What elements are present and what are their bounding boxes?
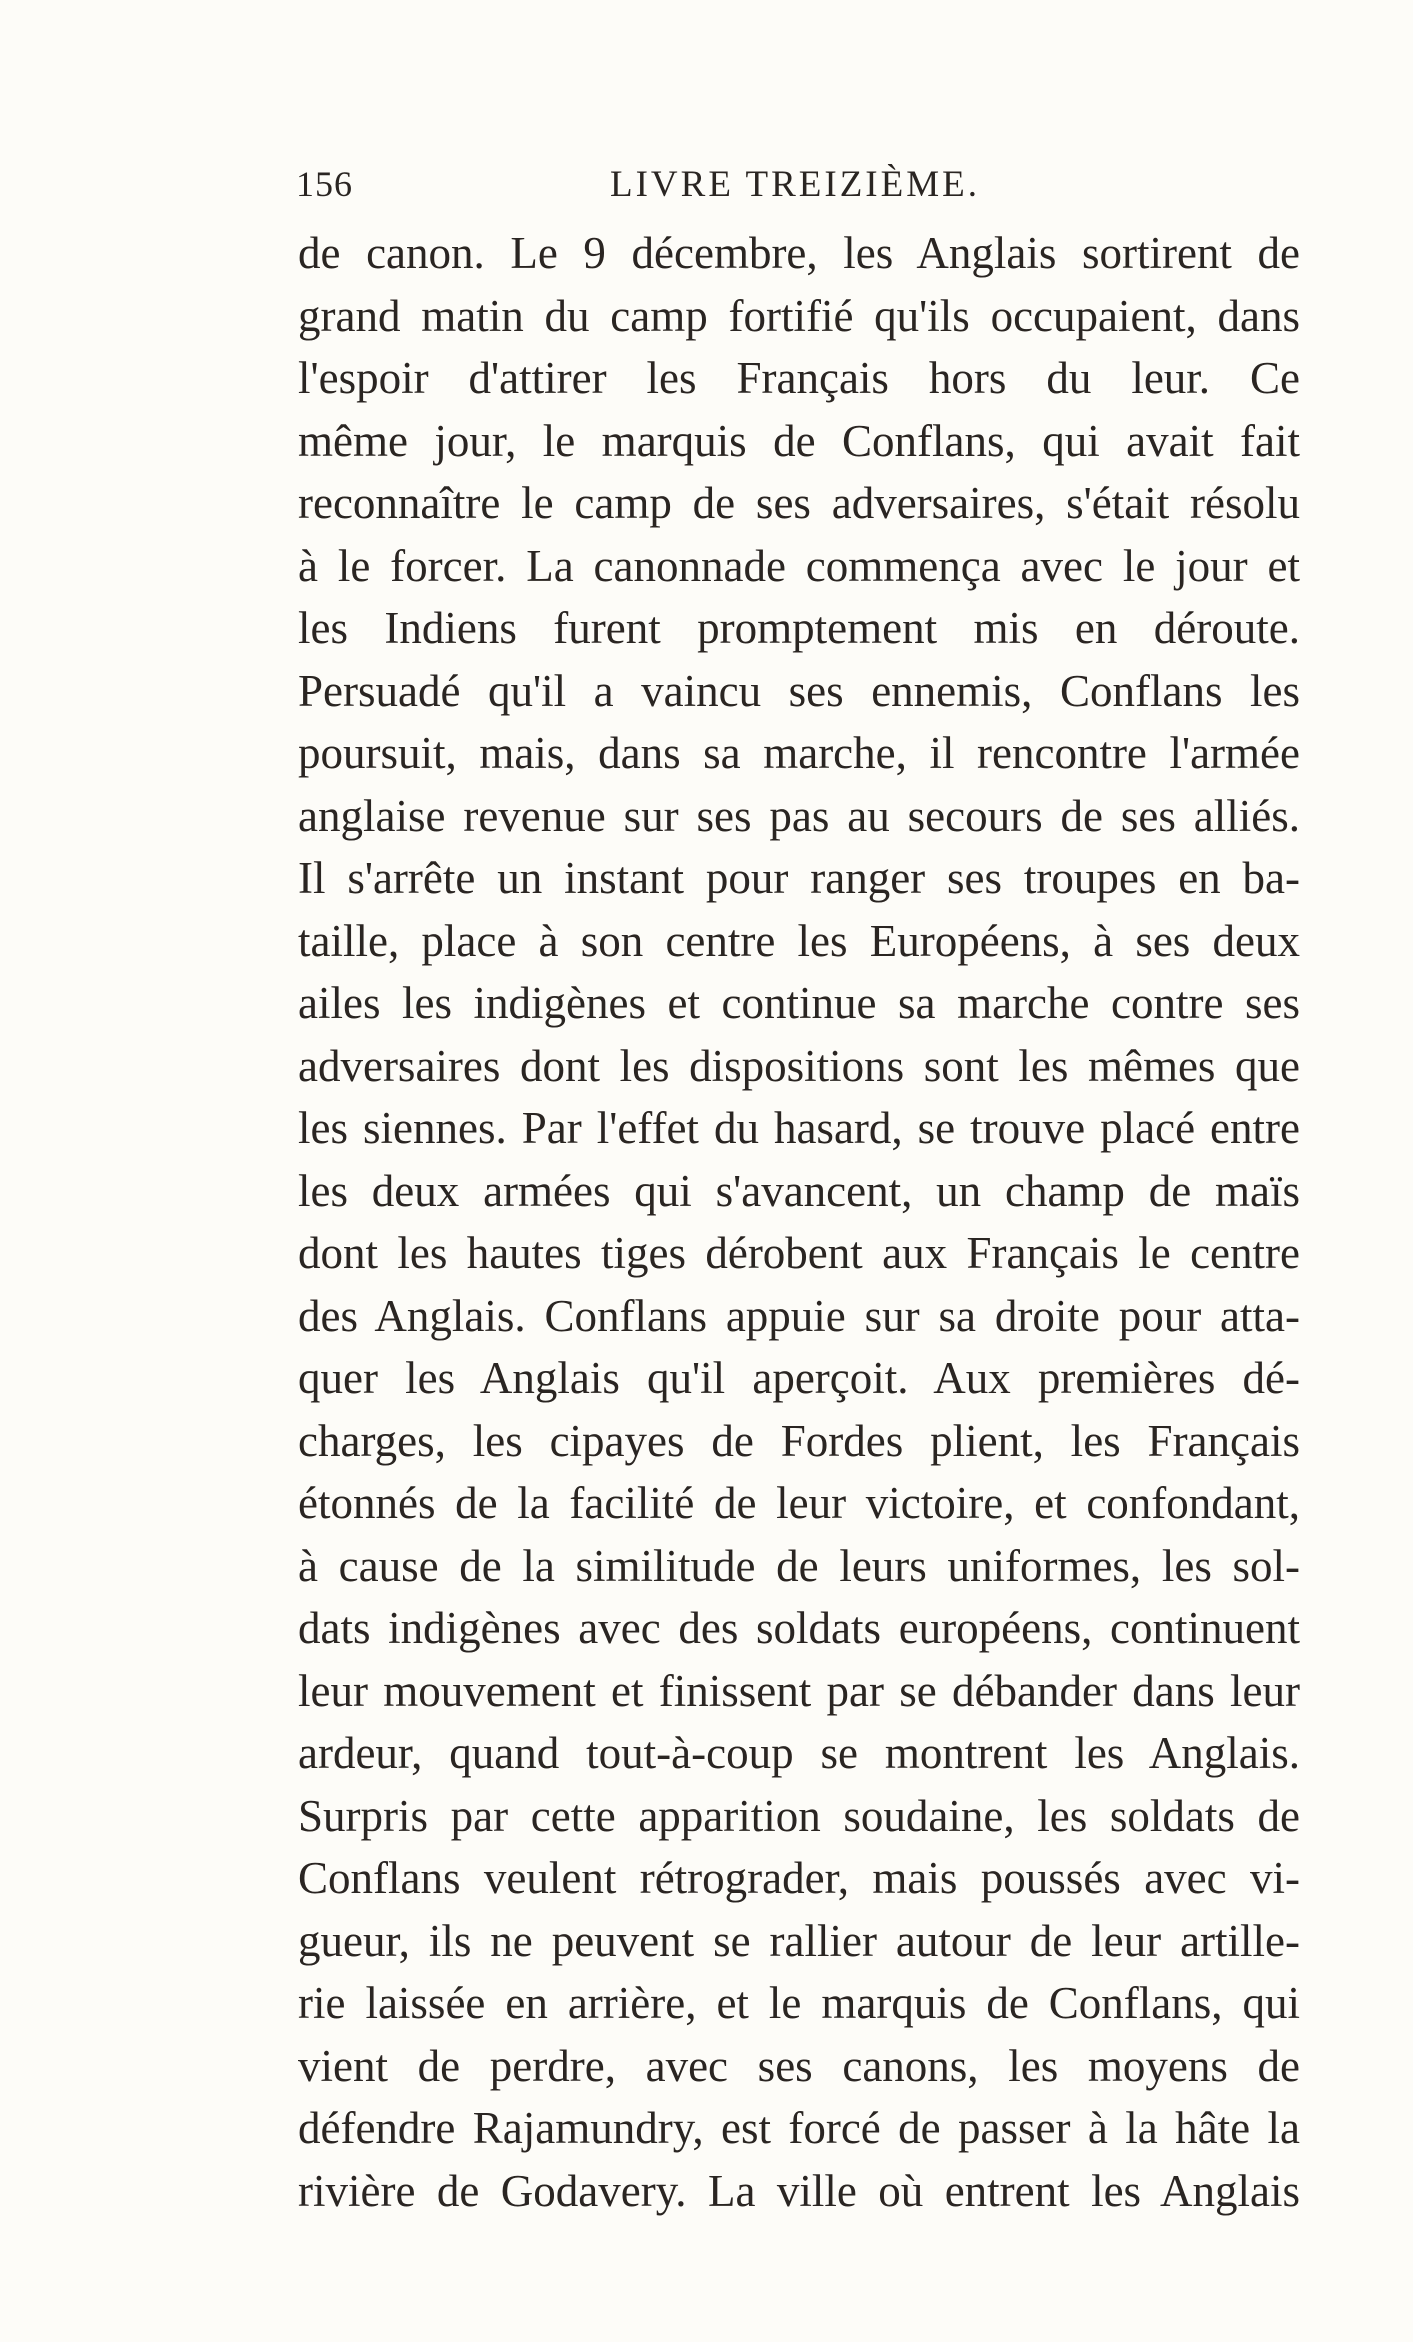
text-line: rie laissée en arrière, et le marquis de Conflans, qui — [298, 1978, 1300, 2028]
text-line: étonnés de la facilité de leur victoire, et confondant, — [298, 1478, 1300, 1528]
text-line: défendre Rajamundry, est forcé de passer à la hâte la — [298, 2103, 1300, 2153]
text-line: à le forcer. La canonnade commença avec le jour et — [298, 540, 1300, 591]
text-line: dont les hautes tiges dérobent aux Français le centre — [298, 1228, 1300, 1278]
text-line: adversaires dont les dispositions sont les mêmes que — [298, 1040, 1300, 1091]
text-line: les Indiens furent promptement mis en déroute. — [298, 603, 1300, 653]
text-line: anglaise revenue sur ses pas au secours de ses alliés. — [298, 790, 1300, 841]
text-line: vient de perdre, avec ses canons, les moyens de — [298, 2040, 1300, 2091]
text-line: Il s'arrête un instant pour ranger ses troupes en ba- — [298, 853, 1300, 903]
text-line: des Anglais. Conflans appuie sur sa droite pour atta- — [298, 1290, 1300, 1341]
body-text — [298, 222, 1300, 2222]
text-line: charges, les cipayes de Fordes plient, les Français — [298, 1415, 1300, 1466]
text-line: gueur, ils ne peuvent se rallier autour de leur artille- — [298, 1915, 1300, 1966]
text-line: Conflans veulent rétrograder, mais poussés avec vi- — [298, 1853, 1300, 1903]
text-line: rivière de Godavery. La ville où entrent les Anglais — [298, 2165, 1300, 2216]
text-line: poursuit, mais, dans sa marche, il rencontre l'armée — [298, 728, 1300, 778]
text-line: reconnaître le camp de ses adversaires, s'était résolu — [298, 478, 1300, 528]
text-line: ardeur, quand tout-à-coup se montrent les Anglais. — [298, 1728, 1300, 1778]
text-line: de canon. Le 9 décembre, les Anglais sortirent de — [298, 228, 1300, 278]
text-line: leur mouvement et finissent par se débander dans leur — [298, 1665, 1300, 1716]
text-line: Surpris par cette apparition soudaine, les soldats de — [298, 1790, 1300, 1841]
text-line: à cause de la similitude de leurs uniformes, les sol- — [298, 1540, 1300, 1591]
text-line: ailes les indigènes et continue sa marche contre ses — [298, 978, 1300, 1028]
text-line: dats indigènes avec des soldats européens, continuent — [298, 1603, 1300, 1653]
running-head: LIVRE TREIZIÈME. — [610, 164, 980, 205]
page-header — [290, 163, 1300, 209]
text-line: même jour, le marquis de Conflans, qui avait fait — [298, 415, 1300, 466]
text-line: l'espoir d'attirer les Français hors du leur. Ce — [298, 353, 1300, 403]
text-line: taille, place à son centre les Européens, à ses deux — [298, 915, 1300, 966]
page-number: 156 — [296, 164, 353, 204]
text-line: quer les Anglais qu'il aperçoit. Aux premières dé- — [298, 1353, 1300, 1403]
text-line: les deux armées qui s'avancent, un champ de maïs — [298, 1165, 1300, 1216]
text-line: Persuadé qu'il a vaincu ses ennemis, Conflans les — [298, 665, 1300, 716]
text-line: grand matin du camp fortifié qu'ils occupaient, dans — [298, 290, 1300, 341]
text-line: les siennes. Par l'effet du hasard, se trouve placé entre — [298, 1103, 1300, 1153]
